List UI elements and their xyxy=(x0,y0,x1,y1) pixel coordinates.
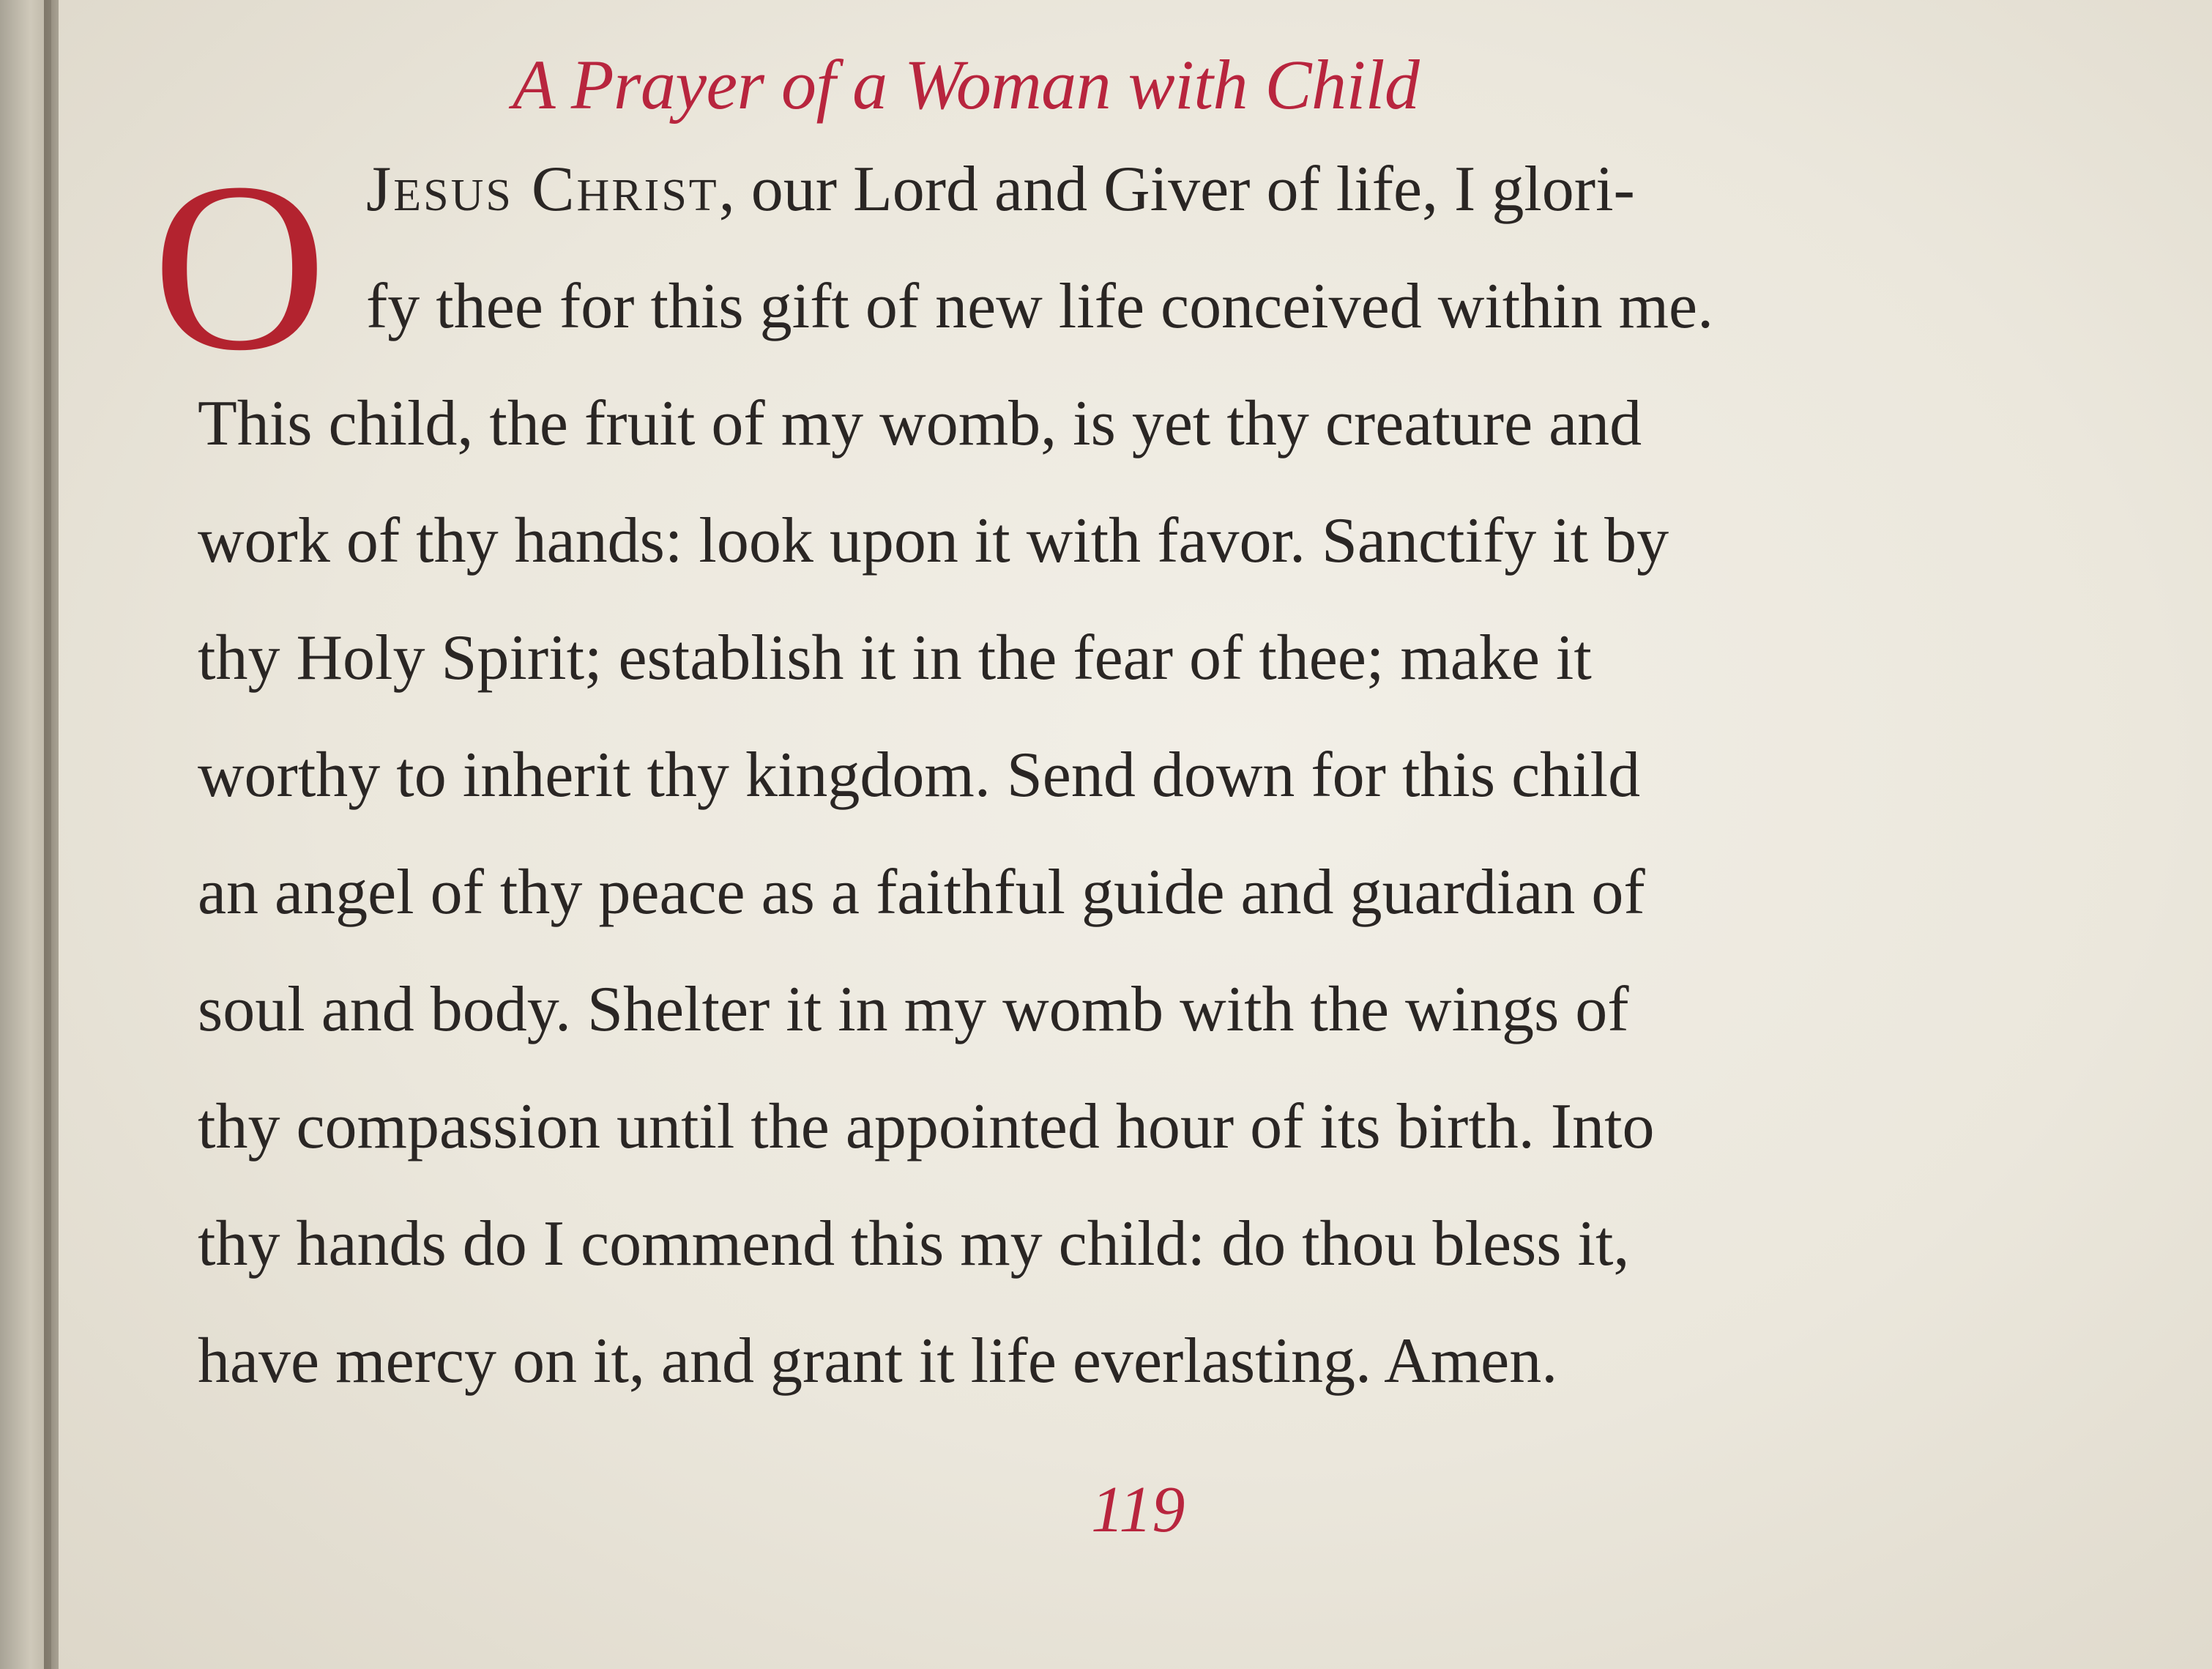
book-page xyxy=(59,0,2212,1669)
body-line-4: work of thy hands: look upon it with favor. Sanctify it by xyxy=(198,505,1669,576)
body-line-2: fy thee for this gift of new life conceived within me. xyxy=(366,271,1714,342)
opening-small-caps: Jesus Christ xyxy=(366,154,719,225)
body-line-5: thy Holy Spirit; establish it in the fear of thee; make it xyxy=(198,622,1592,694)
drop-cap: O xyxy=(152,133,327,401)
body-line-7: an angel of thy peace as a faithful guide and guardian of xyxy=(198,857,1645,928)
body-line-8: soul and body. Shelter it in my womb with the wings of xyxy=(198,974,1629,1045)
prayer-heading: A Prayer of a Woman with Child xyxy=(513,45,1420,124)
body-line-1 xyxy=(366,154,1635,225)
body-line-6: worthy to inherit thy kingdom. Send down for this child xyxy=(198,740,1641,811)
body-line-9: thy compassion until the appointed hour of its birth. Into xyxy=(198,1091,1655,1162)
line-1-text: , our Lord and Giver of life, I glori- xyxy=(718,154,1635,225)
body-line-3: This child, the fruit of my womb, is yet thy creature and xyxy=(198,388,1642,459)
body-line-11: have mercy on it, and grant it life everlasting. Amen. xyxy=(198,1326,1558,1397)
body-line-10: thy hands do I commend this my child: do thou bless it, xyxy=(198,1208,1630,1279)
page-number: 119 xyxy=(1091,1473,1185,1546)
